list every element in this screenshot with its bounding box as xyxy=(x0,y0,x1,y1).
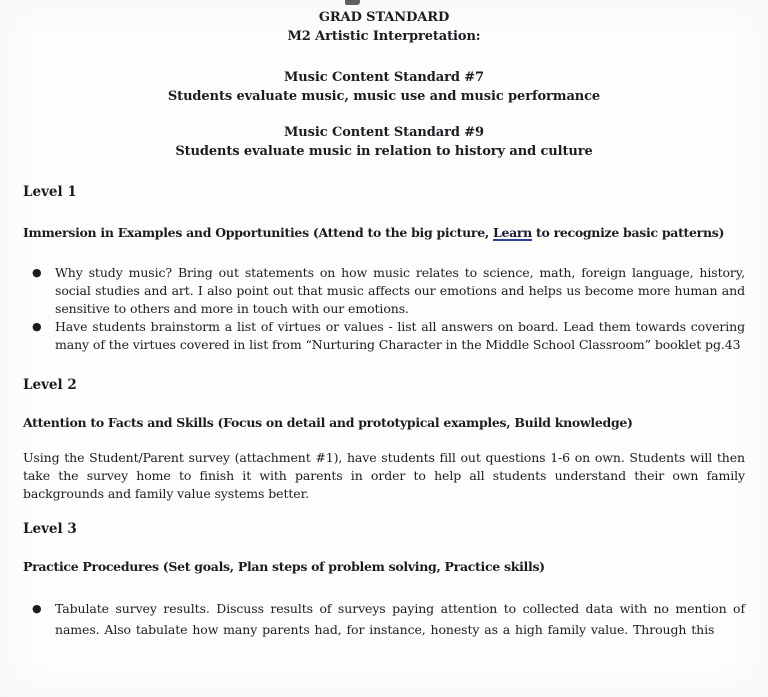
bullet-text: Tabulate survey results. Discuss results of surveys paying attention to collected data with no mention of names. Also tabulate how many parents had, for instance, honesty as a high family value. Through this xyxy=(55,601,745,637)
level-2-paragraph: Using the Student/Parent survey (attachment #1), have students fill out questions 1-6 on own. Students will then take the survey home to finish it with parents in order to help all students understand their own family backgrounds and family value systems better. xyxy=(23,450,745,501)
bullet-icon: ● xyxy=(32,320,42,333)
level-1-subheading-pre: Immersion in Examples and Opportunities (Attend to the big picture, xyxy=(23,225,493,240)
level-1-subheading-post: to recognize basic patterns) xyxy=(531,225,725,240)
list-item xyxy=(23,598,745,640)
standard-9-block xyxy=(23,123,745,161)
bullet-text: Have students brainstorm a list of virtues or values - list all answers on board. Lead them towards covering many of the virtues covered in list from “Nurturing Character in the Middle School Classroom” booklet pg.43 xyxy=(55,319,745,352)
level-2-heading: Level 2 xyxy=(23,377,77,393)
level-1-subheading xyxy=(23,223,745,242)
list-item xyxy=(23,264,745,318)
level-1-bullet-list xyxy=(23,264,745,354)
level-3-bullet-list xyxy=(23,598,745,640)
level-3-heading: Level 3 xyxy=(23,521,77,537)
level-3-subheading: Practice Procedures (Set goals, Plan steps of problem solving, Practice skills) xyxy=(23,559,545,574)
standard-7-description: Students evaluate music, music use and music performance xyxy=(167,89,601,104)
standard-7-title: Music Content Standard #7 xyxy=(284,70,484,85)
bullet-icon: ● xyxy=(32,602,42,615)
standard-7-block xyxy=(23,68,745,106)
document-title: GRAD STANDARD xyxy=(318,10,450,25)
standard-9-description: Students evaluate music in relation to history and culture xyxy=(175,144,593,159)
level-1-heading: Level 1 xyxy=(23,184,77,200)
document-subtitle: M2 Artistic Interpretation: xyxy=(287,29,481,44)
scan-artifact-mark xyxy=(345,0,360,5)
learn-link[interactable]: Learn xyxy=(492,225,532,240)
level-2-subheading: Attention to Facts and Skills (Focus on detail and prototypical examples, Build knowledge) xyxy=(23,415,633,430)
bullet-text: Why study music? Bring out statements on how music relates to science, math, foreign language, history, social studies and art. I also point out that music affects our emotions and helps us become more human and sensitive to others and more in touch with our emotions. xyxy=(55,265,745,316)
standard-9-title: Music Content Standard #9 xyxy=(284,125,484,140)
bullet-icon: ● xyxy=(32,266,42,279)
list-item xyxy=(23,318,745,354)
